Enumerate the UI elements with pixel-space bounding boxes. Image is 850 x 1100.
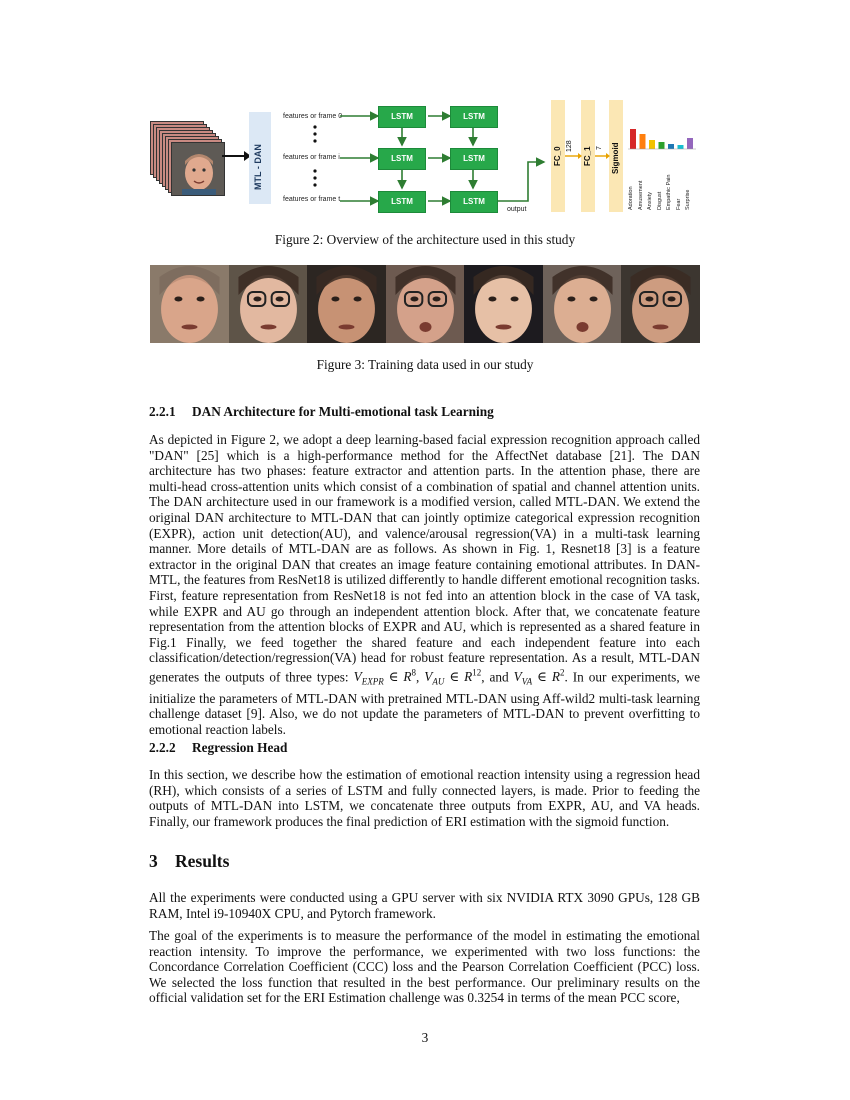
fc0-label: FC_0 — [553, 146, 562, 166]
section-title: Regression Head — [192, 740, 288, 755]
section-number: 2.2.1 — [149, 404, 176, 419]
emotion-label: Empathic Pain — [666, 174, 672, 210]
section-2-2-2-heading — [149, 740, 287, 756]
math-v-au: $V_{AU}$ ∈ $R^{12}$ — [424, 667, 482, 687]
emotion-label: Fear — [675, 198, 682, 210]
training-face-7 — [621, 265, 700, 343]
lstm-cell-r1c2: LSTM — [450, 106, 498, 128]
input-label-frame-t: features or frame t — [283, 196, 341, 203]
sigmoid-label: Sigmoid — [611, 142, 620, 174]
input-frame — [171, 142, 225, 196]
lstm-cell-r2c2: LSTM — [450, 148, 498, 170]
fc0-units: 128 — [566, 140, 573, 152]
math-v-va: $V_{VA}$ ∈ $R^2$ — [513, 667, 565, 687]
ellipsis-dots — [310, 124, 320, 194]
training-face-3 — [307, 265, 386, 343]
emotion-bar-fear — [678, 145, 684, 149]
emotion-label: Adoration — [628, 186, 634, 210]
emotion-bar-adoration — [630, 129, 636, 149]
emotion-bar-surprise — [687, 138, 693, 149]
section-number: 2.2.2 — [149, 740, 176, 755]
lstm-cell-r1c1: LSTM — [378, 106, 426, 128]
section-3-heading — [149, 851, 229, 872]
training-face-2 — [229, 265, 308, 343]
emotion-label: Amusement — [637, 180, 644, 210]
fc1-units: 7 — [596, 146, 603, 150]
emotion-bar-disgust — [659, 142, 665, 149]
section-3-para-1: All the experiments were conducted using a GPU server with six NVIDIA RTX 3090 GPUs, 128 GB RAM, Intel i9-10940X CPU, and Pytorch framework. — [149, 890, 700, 921]
fc1-label: FC_1 — [583, 146, 592, 166]
body-text: As depicted in Figure 2, we adopt a deep learning-based facial expression recognition approach called "DAN" [25] which is a high-performance method for the AffectNet database [21]. The DAN architecture has two phases: feature extractor and attention parts. In the attention phase, there are multi-head cross-attention units which consist of a combination of spatial and channel attention units. The DAN architecture used in our framework is a modified version, called MTL-DAN. We extend the original DAN architecture to MTL-DAN that can jointly optimize categorical expression recognition (EXPR), action unit detection(AU), and valence/arousal regression(VA) in a multi-task learning manner. More details of MTL-DAN are as follows. As shown in Fig. 1, Resnet18 [3] is a feature extractor in the original DAN that creates an image feature containing emotional attributes. In DAN-MTL, the features from ResNet18 is utilized differently to handle different emotional recognition tasks. First, feature representation from ResNet18 is not fed into an attention block in the case of VA task, while EXPR and AU go through an independent attention block. After that, we concatenate feature representation from the attention blocks of EXPR and AU, which is represented as a shared feature in Fig.1 Finally, we feed together the shared feature and each independent feature into each classification/detection/regression(VA) head for robust feature representation. As a result, MTL-DAN generates the outputs of three types: — [149, 432, 700, 685]
lstm-connections — [340, 100, 555, 220]
section-title: Results — [175, 851, 230, 871]
emotion-bar-anxiety — [649, 140, 655, 149]
lstm-cell-r3c2: LSTM — [450, 191, 498, 213]
emotion-bar-amusement — [640, 134, 646, 149]
training-face-6 — [543, 265, 622, 343]
emotion-label: Disgust — [656, 191, 663, 210]
section-3-para-2: The goal of the experiments is to measure the performance of the model in estimating the emotional reaction intensity. To improve the performance, we experimented with two loss functions: the Concordance Correlation Coefficient (CCC) loss and the Pearson Correlation Coefficient (PCC) loss. We selected the loss function that resulted in the best performance. Our preliminary results on the official validation set for the ERI Estimation challenge was 0.3254 in terms of the mean PCC score, — [149, 928, 700, 1006]
section-2-2-2-body: In this section, we describe how the estimation of emotional reaction intensity using a regression head (RH), which consists of a series of LSTM and fully connected layers, is made. Prior to feeding the outputs of MTL-DAN into LSTM, we concatenate three outputs from EXPR, AU, and VA heads. Finally, our framework produces the final prediction of ERI estimation with the sigmoid function. — [149, 767, 700, 829]
input-label-frame-i: features or frame i — [283, 154, 340, 161]
lstm-cell-r2c1: LSTM — [378, 148, 426, 170]
input-arrow — [222, 150, 252, 162]
figure-3-caption: Figure 3: Training data used in our study — [316, 357, 534, 372]
emotion-label: Surprise — [685, 189, 691, 210]
page-number: 3 — [421, 1030, 429, 1045]
training-face-5 — [464, 265, 543, 343]
math-v-expr: $V_{EXPR}$ ∈ $R^8$ — [353, 667, 417, 687]
training-face-4 — [386, 265, 465, 343]
training-face-1 — [150, 265, 229, 343]
lstm-cell-r3c1: LSTM — [378, 191, 426, 213]
figure-2-caption: Figure 2: Overview of the architecture used in this study — [274, 232, 576, 247]
emotion-bar-empathic-pain — [668, 144, 674, 149]
body-text-end: . In our experiments, we initialize the parameters of MTL-DAN with pretrained MTL-DAN using Aff-wild2 multi-task learning challenge dataset [9]. Also, we do not update the parameters of MTL-DAN to prevent overfitting to emotional reaction labels. — [149, 669, 701, 737]
input-label-frame-0: features or frame 0 — [283, 113, 343, 120]
emotion-label: Anxiety — [647, 191, 653, 210]
section-number: 3 — [149, 851, 158, 871]
emotion-output-chart — [626, 128, 698, 150]
fc-arrows — [564, 150, 614, 162]
section-2-2-1-body: As depicted in Figure 2, we adopt a deep learning-based facial expression recognition approach called "DAN" [25] which is a high-performance method for the AffectNet database [21]. The DAN architecture has two phases: feature extractor and attention parts. In the attention phase, there are multi-head cross-attention units which consist of a combination of spatial and channel attention units. The DAN architecture used in our framework is a modified version, called MTL-DAN. We extend the original DAN architecture to MTL-DAN that can jointly optimize categorical expression recognition (EXPR), action unit detection(AU), and valence/arousal regression(VA) in a multi-task learning manner. More details of MTL-DAN are as follows. As shown in Fig. 1, Resnet18 [3] is a feature extractor in the original DAN that creates an image feature containing emotional attributes. In DAN-MTL, the features from ResNet18 is utilized differently to handle different emotional recognition tasks. First, feature representation from ResNet18 is not fed into an attention block in the case of VA task, while EXPR and AU go through an independent attention block. After that, we concatenate feature representation from the attention blocks of EXPR and AU, which is represented as a shared feature in Fig.1 Finally, we feed together the shared feature and each independent feature into each classification/detection/regression(VA) head for robust feature representation. As a result, MTL-DAN generates the outputs of three types: $V_{EXPR}$ ∈ $R^8$, $V_{AU}$ ∈ $R^{12}$, and $V_{VA}$ ∈ $R^2$. In our experiments, we initialize the parameters of MTL-DAN with pretrained MTL-DAN using Aff-wild2 multi-task learning challenge dataset [9]. Also, we do not update the parameters of MTL-DAN to prevent overfitting to emotional reaction labels. — [149, 432, 701, 737]
mtl-dan-label: MTL - DAN — [253, 144, 263, 190]
output-label: output — [507, 206, 527, 213]
section-2-2-1-heading — [149, 404, 494, 420]
section-title: DAN Architecture for Multi-emotional task Learning — [192, 404, 494, 419]
